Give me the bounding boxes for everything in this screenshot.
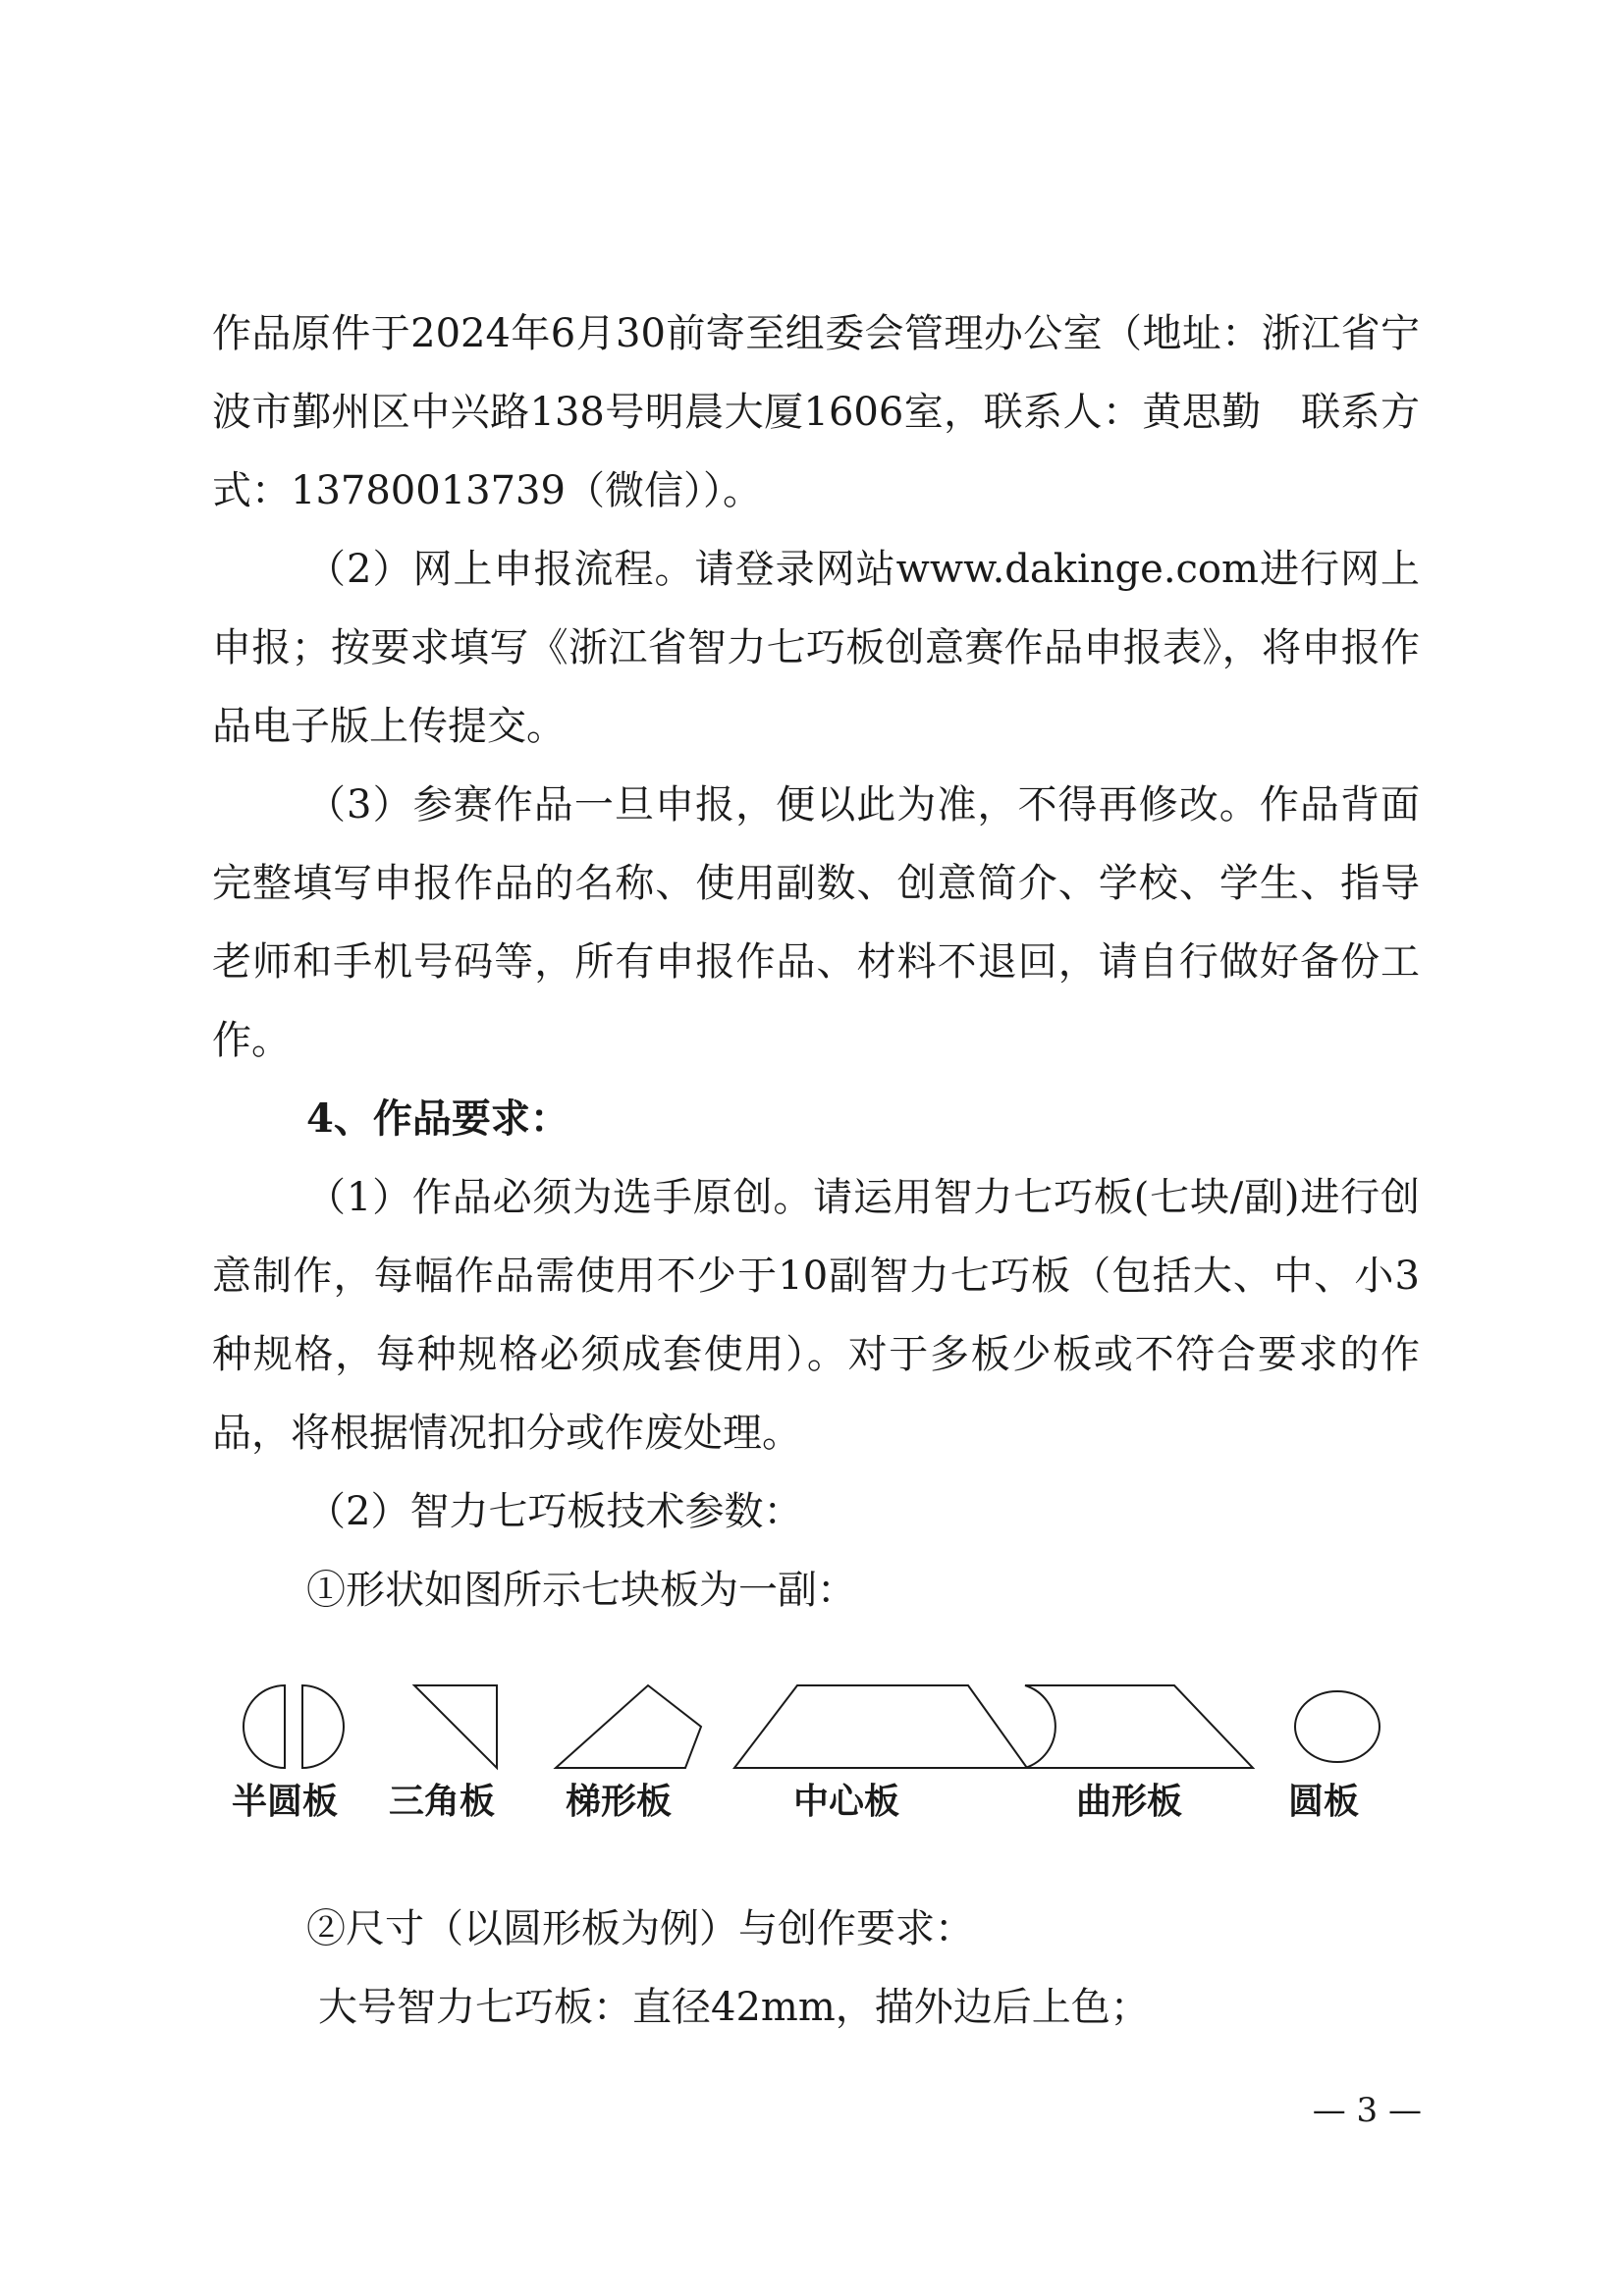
paragraph-submission-address: 作品原件于2024年6月30前寄至组委会管理办公室（地址：浙江省宁波市鄞州区中兴路138号明晨大厦1606室，联系人：黄思勤 联系方式：13780013739（微信））。 — [212, 311, 1420, 513]
paragraph-tech-params: （2）智力七巧板技术参数： — [306, 1489, 803, 1534]
center-shape — [734, 1685, 1027, 1768]
label-center: 中心板 — [793, 1782, 900, 1822]
paragraph-originality: （1）作品必须为选手原创。请运用智力七巧板(七块/副)进行创意制作，每幅作品需使用不少于10副智力七巧板（包括大、中、小3种规格，每种规格必须成套使用）。对于多板少板或不符合要求的作品，将根据情况扣分或作废处理。 — [212, 1175, 1420, 1456]
curved-shape — [1025, 1685, 1253, 1768]
label-circle: 圆板 — [1288, 1782, 1360, 1822]
triangle-shape — [414, 1685, 497, 1768]
label-trapezoid: 梯形板 — [566, 1782, 673, 1822]
main-text — [212, 294, 1420, 1629]
paragraph-shape-intro: ①形状如图所示七块板为一副： — [306, 1568, 856, 1613]
half-circle-right-shape — [302, 1685, 344, 1768]
label-half-circle: 半圆板 — [232, 1782, 339, 1822]
circle-shape — [1295, 1691, 1380, 1762]
label-triangle: 三角板 — [389, 1782, 496, 1822]
trapezoid-shape — [556, 1685, 701, 1768]
tangram-pieces-figure — [232, 1683, 1400, 1831]
paragraph-online-process: （2）网上申报流程。请登录网站www.dakinge.com进行网上申报；按要求填写《浙江省智力七巧板创意赛作品申报表》，将申报作品电子版上传提交。 — [212, 547, 1420, 749]
paragraph-large-size: 大号智力七巧板：直径42mm，描外边后上色； — [318, 1985, 1150, 2030]
tangram-shapes — [232, 1683, 1400, 1772]
half-circle-left-shape — [244, 1685, 285, 1768]
paragraph-no-modification: （3）参赛作品一旦申报，便以此为准，不得再修改。作品背面完整填写申报作品的名称、使用副数、创意简介、学校、学生、指导老师和手机号码等，所有申报作品、材料不退回，请自行做好备份工作。 — [212, 782, 1420, 1063]
page-number: — 3 — — [1312, 2091, 1422, 2130]
label-curved: 曲形板 — [1076, 1782, 1183, 1822]
size-text — [212, 1890, 1420, 2047]
paragraph-size-requirements: ②尺寸（以圆形板为例）与创作要求： — [306, 1906, 974, 1951]
section-heading-requirements: 4、作品要求： — [306, 1095, 569, 1142]
